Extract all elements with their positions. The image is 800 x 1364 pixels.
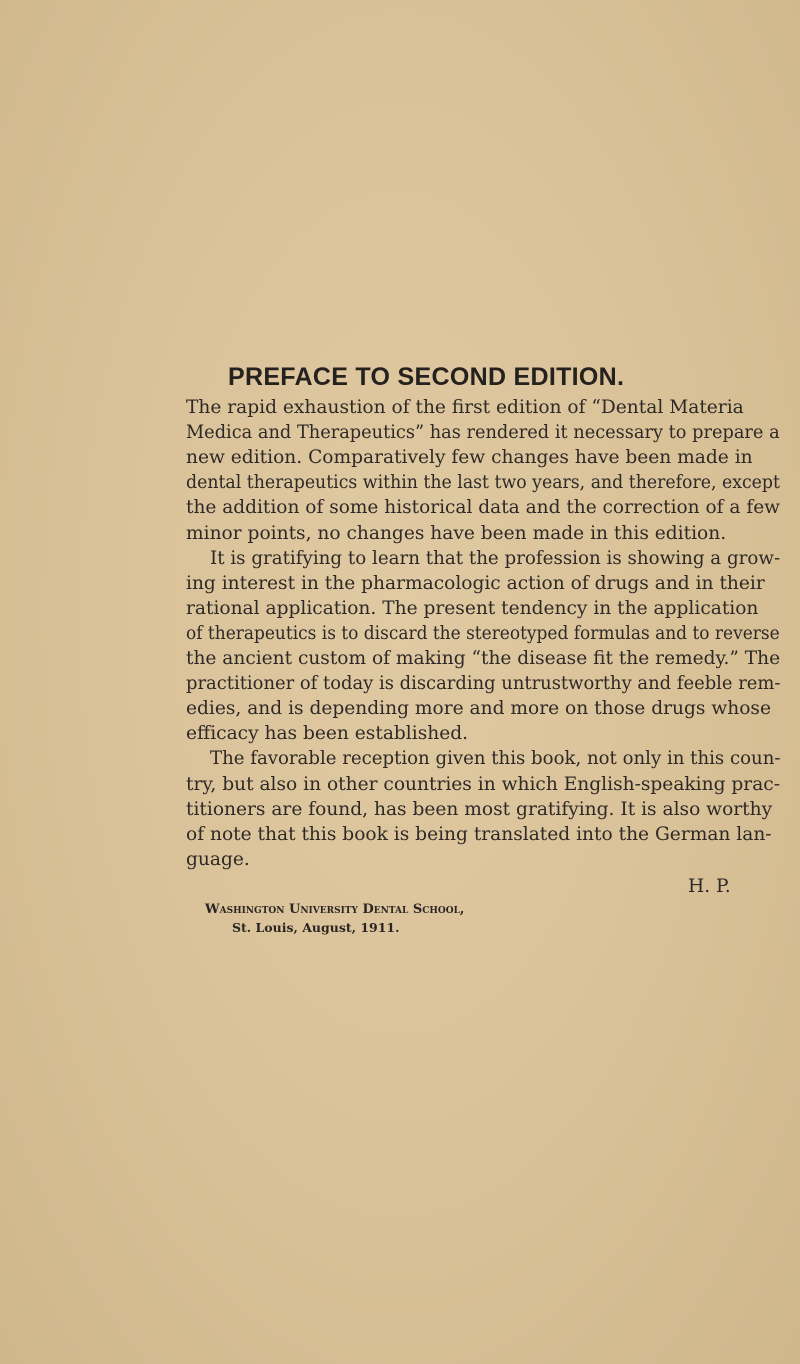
body-line: the addition of some historical data and the correction of a few	[186, 497, 781, 519]
body-line: practitioner of today is discarding untrustworthy and feeble rem-	[186, 673, 781, 695]
page-title: PREFACE TO SECOND EDITION.	[228, 363, 625, 391]
body-line: edies, and is depending more and more on those drugs whose	[186, 698, 771, 720]
author-initials: H. P.	[688, 875, 731, 897]
body-line: new edition. Comparatively few changes have been made in	[186, 447, 753, 469]
body-line: The rapid exhaustion of the first edition of “Dental Materia	[186, 397, 744, 418]
body-line: ing interest in the pharmacologic action of drugs and in their	[186, 572, 765, 594]
body-line: Medica and Therapeutics” has rendered it necessary to prepare a	[186, 422, 780, 444]
body-line: try, but also in other countries in which English-speaking prac-	[186, 773, 780, 795]
body-line: efficacy has been established.	[186, 723, 469, 745]
body-line: of therapeutics is to discard the stereotyped formulas and to reverse	[186, 622, 780, 644]
body-line: titioners are found, has been most gratifying. It is also worthy	[186, 798, 773, 820]
body-line: of note that this book is being translated into the German lan-	[186, 823, 772, 845]
school-name: Washington University Dental School,	[205, 901, 465, 917]
body-line: guage.	[186, 848, 250, 870]
body-line: minor points, no changes have been made in this edition.	[186, 522, 727, 544]
body-line: dental therapeutics within the last two years, and therefore, except	[186, 472, 780, 494]
body-line: It is gratifying to learn that the profession is showing a grow-	[210, 547, 781, 569]
body-line: rational application. The present tendency in the application	[186, 597, 759, 619]
body-line: The favorable reception given this book, not only in this coun-	[210, 748, 781, 770]
place-date: St. Louis, August, 1911.	[232, 919, 400, 935]
body-line: the ancient custom of making “the disease fit the remedy.” The	[186, 648, 781, 669]
